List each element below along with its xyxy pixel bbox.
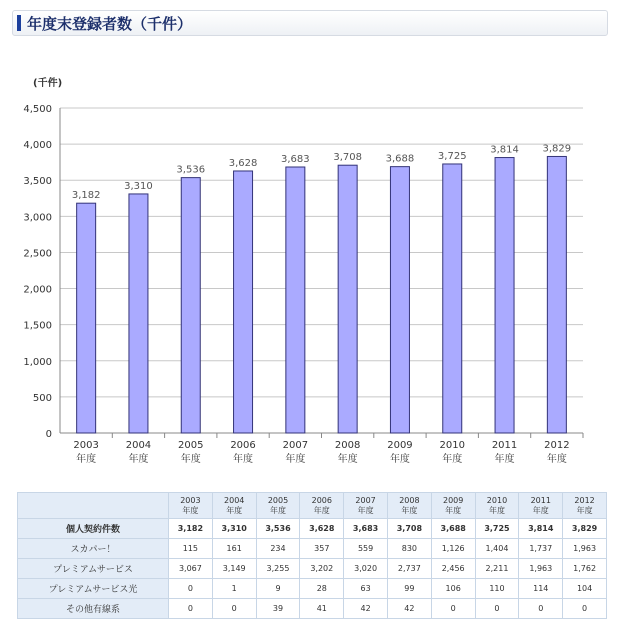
bar-2005 — [181, 178, 200, 433]
table-row — [18, 539, 607, 559]
table-cell: 3,628 — [300, 519, 344, 539]
bar-value-label: 3,536 — [176, 164, 206, 176]
table-cell: 28 — [300, 579, 344, 599]
x-tick-label: 2004 — [125, 440, 152, 451]
y-tick-label: 2,500 — [23, 248, 52, 260]
y-tick-label: 4,000 — [23, 140, 52, 152]
table-cell: 39 — [256, 599, 300, 619]
header-accent-bar — [17, 15, 21, 31]
table-cell: 3,310 — [212, 519, 256, 539]
table-cell: 3,020 — [344, 559, 388, 579]
x-tick-label: 2009 — [387, 440, 413, 451]
table-year-header: 2012 年度 — [563, 493, 607, 519]
table-cell: 3,202 — [300, 559, 344, 579]
table-cell: 3,725 — [475, 519, 519, 539]
table-row — [18, 599, 607, 619]
bar-2008 — [338, 165, 357, 433]
bar-value-label: 3,688 — [385, 153, 415, 165]
table-cell: 1,963 — [563, 539, 607, 559]
table-cell: 3,688 — [431, 519, 475, 539]
x-tick-label: 2011 — [491, 440, 518, 451]
x-tick-sublabel: 年度 — [76, 454, 97, 465]
table-year-header: 2010 年度 — [475, 493, 519, 519]
y-unit-label: (千件) — [33, 78, 63, 89]
table-cell: 0 — [169, 599, 213, 619]
bar-2006 — [234, 171, 253, 433]
table-row — [18, 559, 607, 579]
bar-2004 — [129, 194, 148, 433]
table-cell: 2,737 — [387, 559, 431, 579]
table-year-header: 2006 年度 — [300, 493, 344, 519]
x-tick-label: 2010 — [439, 440, 465, 451]
table-cell: 99 — [387, 579, 431, 599]
table-cell: 1,404 — [475, 539, 519, 559]
table-cell: 3,149 — [212, 559, 256, 579]
table-cell: 0 — [563, 599, 607, 619]
table-cell: 9 — [256, 579, 300, 599]
x-tick-label: 2012 — [544, 440, 570, 451]
table-cell: 3,814 — [519, 519, 563, 539]
table-cell: 1,963 — [519, 559, 563, 579]
x-tick-label: 2005 — [178, 440, 204, 451]
bar-value-label: 3,628 — [228, 157, 258, 169]
table-row — [18, 579, 607, 599]
table-cell: 0 — [519, 599, 563, 619]
table-year-header: 2003 年度 — [169, 493, 213, 519]
table-cell: 1,126 — [431, 539, 475, 559]
table-cell: 0 — [475, 599, 519, 619]
bar-value-label: 3,814 — [490, 144, 519, 156]
y-tick-label: 3,500 — [23, 176, 52, 188]
table-header-row — [18, 493, 607, 519]
bar-value-label: 3,708 — [333, 152, 362, 164]
table-year-header: 2005 年度 — [256, 493, 300, 519]
table-cell: 3,182 — [169, 519, 213, 539]
bar-value-label: 3,683 — [281, 154, 310, 166]
x-tick-label: 2008 — [334, 440, 361, 451]
table-row — [18, 519, 607, 539]
table-cell: 1,762 — [563, 559, 607, 579]
bar-chart — [0, 60, 629, 470]
table-cell: 114 — [519, 579, 563, 599]
table-cell: 161 — [212, 539, 256, 559]
x-tick-sublabel: 年度 — [233, 454, 254, 465]
table-cell: 830 — [387, 539, 431, 559]
y-tick-label: 4,500 — [23, 104, 52, 115]
table-cell: 0 — [212, 599, 256, 619]
y-tick-label: 1,500 — [23, 320, 52, 332]
table-cell: 42 — [387, 599, 431, 619]
table-row-label: スカパー！ — [18, 539, 169, 559]
table-year-header: 2004 年度 — [212, 493, 256, 519]
y-tick-label: 3,000 — [23, 212, 52, 224]
x-tick-label: 2007 — [282, 440, 309, 451]
x-tick-sublabel: 年度 — [337, 454, 358, 465]
x-tick-label: 2003 — [73, 440, 99, 451]
y-tick-label: 0 — [45, 429, 52, 440]
table-row-label: 個人契約件数 — [18, 519, 169, 539]
table-cell: 3,536 — [256, 519, 300, 539]
table-row-label: プレミアムサービス — [18, 559, 169, 579]
x-tick-label: 2006 — [230, 440, 256, 451]
bar-2012 — [547, 156, 566, 433]
table-cell: 104 — [563, 579, 607, 599]
table-cell: 3,708 — [387, 519, 431, 539]
table-cell: 42 — [344, 599, 388, 619]
x-tick-sublabel: 年度 — [442, 454, 463, 465]
table-year-header: 2011 年度 — [519, 493, 563, 519]
bar-2003 — [77, 203, 96, 433]
table-cell: 357 — [300, 539, 344, 559]
table-row-label: その他有線系 — [18, 599, 169, 619]
table-cell: 2,211 — [475, 559, 519, 579]
table-cell: 3,829 — [563, 519, 607, 539]
bar-value-label: 3,310 — [124, 180, 153, 192]
bar-2007 — [286, 167, 305, 433]
table-cell: 41 — [300, 599, 344, 619]
x-tick-sublabel: 年度 — [285, 454, 306, 465]
table-year-header: 2007 年度 — [344, 493, 388, 519]
table-row-label: プレミアムサービス光 — [18, 579, 169, 599]
table-cell: 1 — [212, 579, 256, 599]
bar-2011 — [495, 158, 514, 433]
x-tick-sublabel: 年度 — [494, 454, 515, 465]
y-tick-label: 500 — [32, 392, 52, 404]
table-cell: 559 — [344, 539, 388, 559]
table-corner-cell — [18, 493, 169, 519]
bar-2010 — [443, 164, 462, 433]
x-tick-sublabel: 年度 — [128, 454, 149, 465]
y-tick-label: 1,000 — [23, 356, 52, 368]
table-year-header: 2008 年度 — [387, 493, 431, 519]
table-cell: 3,683 — [344, 519, 388, 539]
table-year-header: 2009 年度 — [431, 493, 475, 519]
y-tick-label: 2,000 — [23, 284, 52, 296]
bar-value-label: 3,182 — [71, 190, 101, 202]
table-cell: 115 — [169, 539, 213, 559]
table-cell: 1,737 — [519, 539, 563, 559]
page-title: 年度末登録者数（千件） — [27, 15, 193, 33]
x-tick-sublabel: 年度 — [180, 454, 201, 465]
x-tick-sublabel: 年度 — [389, 454, 410, 465]
table-cell: 3,255 — [256, 559, 300, 579]
table-cell: 3,067 — [169, 559, 213, 579]
table-cell: 0 — [169, 579, 213, 599]
table-cell: 2,456 — [431, 559, 475, 579]
table-cell: 106 — [431, 579, 475, 599]
bar-value-label: 3,725 — [437, 150, 467, 162]
bar-2009 — [390, 167, 409, 433]
data-table — [17, 492, 607, 619]
table-cell: 63 — [344, 579, 388, 599]
table-cell: 234 — [256, 539, 300, 559]
bar-value-label: 3,829 — [542, 143, 572, 155]
table-cell: 110 — [475, 579, 519, 599]
section-header — [12, 10, 608, 36]
table-cell: 0 — [431, 599, 475, 619]
x-tick-sublabel: 年度 — [546, 454, 567, 465]
